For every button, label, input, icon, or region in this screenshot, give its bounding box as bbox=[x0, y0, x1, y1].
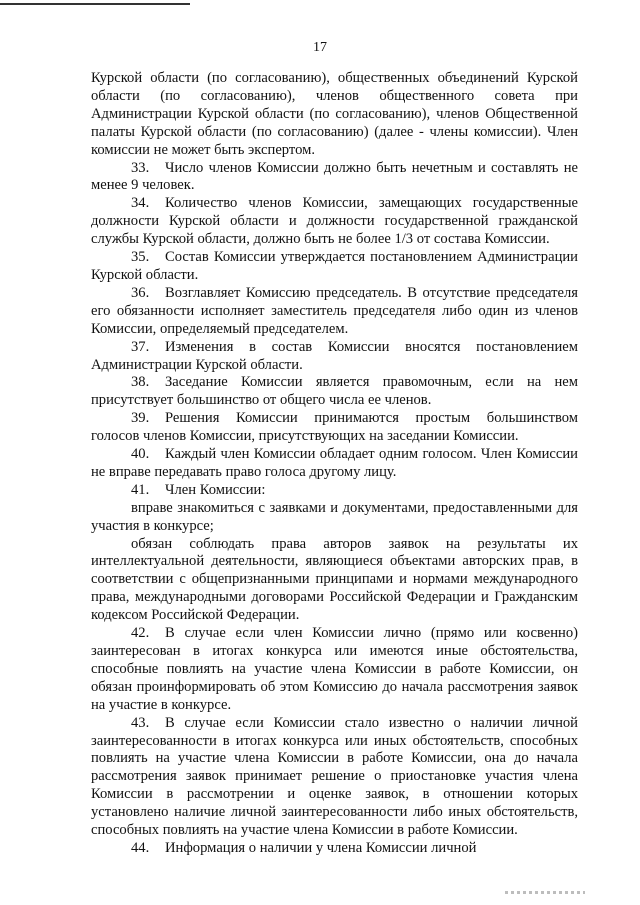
item-40 bbox=[91, 446, 578, 482]
item-text: Заседание Комиссии является правомочным, если на нем присутствует большинство от общего числа ее членов. bbox=[91, 374, 578, 409]
item-number: 34. bbox=[131, 195, 150, 212]
item-41-right-to-review: вправе знакомиться с заявками и документами, предоставленными для участия в конкурсе; bbox=[91, 499, 578, 534]
item-number: 33. bbox=[131, 159, 150, 176]
item-39 bbox=[91, 410, 578, 446]
item-text: Возглавляет Комиссию председатель. В отсутствие председателя его обязанности исполняет заместитель председателя либо один из членов Комиссии, определяемый председателем. bbox=[91, 284, 578, 337]
item-number: 40. bbox=[131, 446, 150, 463]
item-number: 42. bbox=[131, 625, 150, 642]
item-text: В случае если Комиссии стало известно о наличии личной заинтересованности в итогах конкурса или иных обстоятельств, способных повлиять на участие члена Комиссии в работе Комиссии, она до начала рассмотрения заявок принимает решение о приостановке участия члена Комиссии в рассмотрении и оценке заявок, в отношении которых установлено наличие личной заинтересованности либо иных обстоятельств, способных повлиять на участие члена Комиссии в работе Комиссии. bbox=[91, 714, 578, 839]
item-number: 39. bbox=[131, 410, 150, 427]
item-37 bbox=[91, 339, 578, 375]
item-41 bbox=[91, 482, 578, 500]
item-text: В случае если член Комиссии лично (прямо или косвенно) заинтересован в итогах конкурса или имеются иные обстоятельства, способные повлиять на участие члена Комиссии в работе Комиссии, он обязан проинформировать об этом Комиссию до начала рассмотрения заявок на участие в конкурсе. bbox=[91, 625, 578, 713]
item-text: Число членов Комиссии должно быть нечетным и составлять не менее 9 человек. bbox=[91, 159, 578, 194]
item-38 bbox=[91, 374, 578, 410]
item-35 bbox=[91, 249, 578, 285]
item-number: 43. bbox=[131, 714, 150, 731]
item-36 bbox=[91, 285, 578, 339]
item-44 bbox=[91, 840, 578, 858]
item-text: Информация о наличии у члена Комиссии личной bbox=[165, 839, 477, 856]
item-number: 41. bbox=[131, 481, 150, 498]
item-number: 36. bbox=[131, 284, 150, 301]
item-text: Член Комиссии: bbox=[165, 481, 266, 498]
item-42 bbox=[91, 625, 578, 715]
item-41-obligation: обязан соблюдать права авторов заявок на результаты их интеллектуальной деятельности, являющиеся объектами авторских прав, в соответствии с общепризнанными принципами и нормами международного права, международными договорами Российской Федерации и Гражданским кодексом Российской Федерации. bbox=[91, 535, 578, 624]
item-number: 37. bbox=[131, 338, 150, 355]
item-34 bbox=[91, 195, 578, 249]
item-text: Каждый член Комиссии обладает одним голосом. Член Комиссии не вправе передавать право голоса другому лицу. bbox=[91, 446, 578, 480]
item-33 bbox=[91, 160, 578, 196]
item-number: 38. bbox=[131, 374, 150, 391]
item-text: Решения Комиссии принимаются простым большинством голосов членов Комиссии, присутствующих на заседании Комиссии. bbox=[91, 410, 578, 445]
scan-footer-mark bbox=[505, 891, 585, 894]
item-text: Количество членов Комиссии, замещающих государственные должности Курской области и должности государственной гражданской службы Курской области, должно быть не более 1/3 от состава Комиссии. bbox=[91, 195, 578, 248]
document-body bbox=[91, 70, 578, 858]
item-43 bbox=[91, 715, 578, 840]
page-number: 17 bbox=[313, 40, 327, 55]
item-text: Состав Комиссии утверждается постановлением Администрации Курской области. bbox=[91, 249, 578, 283]
top-border-line bbox=[0, 3, 190, 5]
item-number: 35. bbox=[131, 249, 150, 266]
intro-paragraph: Курской области (по согласованию), общественных объединений Курской области (по согласованию), членов общественного совета при Администрации Курской области (по согласованию), членов Общественной палаты Курской области (по согласованию) (далее - члены комиссии). Член комиссии не может быть экспертом. bbox=[91, 70, 578, 158]
item-number: 44. bbox=[131, 839, 150, 856]
item-text: Изменения в состав Комиссии вносятся постановлением Администрации Курской области. bbox=[91, 338, 578, 373]
